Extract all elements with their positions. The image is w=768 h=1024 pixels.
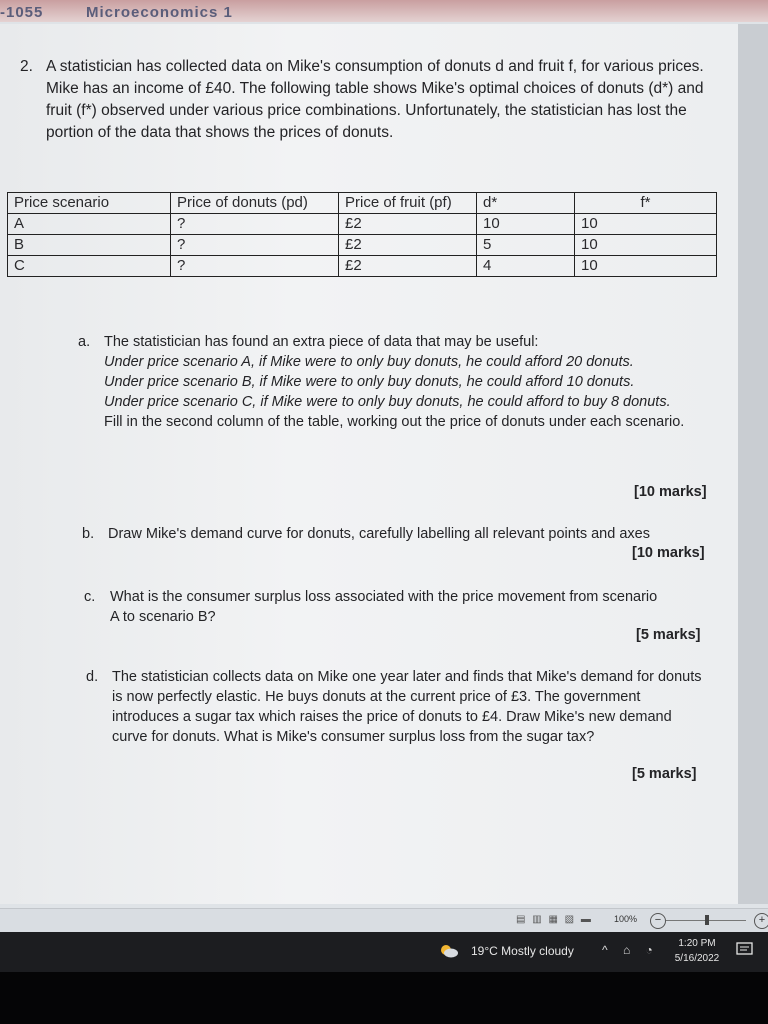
part-d-marks: [5 marks] xyxy=(632,766,697,782)
table-cell: A xyxy=(8,214,171,235)
part-c-text: What is the consumer surplus loss associated with the price movement from scenario A to scenario B? xyxy=(110,589,658,625)
document-page xyxy=(0,24,738,904)
table-row xyxy=(8,235,717,256)
table-cell: £2 xyxy=(339,235,477,256)
view-mode-icons[interactable]: ▤ ▥ ▦ ▧ ▬ xyxy=(516,914,593,925)
zoom-slider-thumb[interactable] xyxy=(705,915,709,925)
table-row xyxy=(8,214,717,235)
table-header: f* xyxy=(575,193,717,214)
table-header: Price scenario xyxy=(8,193,171,214)
course-code: -1055 xyxy=(0,4,44,21)
price-table xyxy=(7,192,717,277)
course-title: Microeconomics 1 xyxy=(86,4,233,21)
part-a-task: Fill in the second column of the table, working out the price of donuts under each scenario. xyxy=(104,414,685,430)
table-row xyxy=(8,256,717,277)
table-header-row xyxy=(8,193,717,214)
part-a xyxy=(78,332,718,432)
table-cell: 10 xyxy=(477,214,575,235)
table-cell: ? xyxy=(171,235,339,256)
clock-date: 5/16/2022 xyxy=(674,953,720,964)
part-letter: d. xyxy=(86,669,99,685)
laptop-bezel xyxy=(0,972,768,1024)
table-cell: 10 xyxy=(575,235,717,256)
word-status-bar xyxy=(0,908,768,933)
table-cell: £2 xyxy=(339,256,477,277)
table-cell: 4 xyxy=(477,256,575,277)
table-header: Price of donuts (pd) xyxy=(171,193,339,214)
part-a-marks: [10 marks] xyxy=(634,484,707,500)
table-cell: B xyxy=(8,235,171,256)
part-a-scenario: Under price scenario A, if Mike were to only buy donuts, he could afford 20 donuts. xyxy=(104,354,634,370)
table-header: d* xyxy=(477,193,575,214)
page-edge xyxy=(738,24,768,904)
cloud-sun-icon xyxy=(440,944,458,958)
question-intro xyxy=(20,56,710,144)
taskbar-clock[interactable] xyxy=(668,936,726,966)
part-a-scenario: Under price scenario B, if Mike were to only buy donuts, he could afford 10 donuts. xyxy=(104,374,635,390)
zoom-level: 100% xyxy=(614,914,638,924)
table-cell: 5 xyxy=(477,235,575,256)
part-c xyxy=(84,587,664,627)
table-cell: C xyxy=(8,256,171,277)
table-cell: 10 xyxy=(575,214,717,235)
part-b-text: Draw Mike's demand curve for donuts, carefully labelling all relevant points and axes xyxy=(108,526,650,542)
table-cell: ? xyxy=(171,214,339,235)
part-letter: a. xyxy=(78,334,91,350)
question-number: 2. xyxy=(20,58,33,75)
notification-icon[interactable] xyxy=(736,942,754,958)
part-a-lead: The statistician has found an extra piece of data that may be useful: xyxy=(104,334,539,350)
part-c-marks: [5 marks] xyxy=(636,627,701,643)
table-header: Price of fruit (pf) xyxy=(339,193,477,214)
windows-taskbar xyxy=(0,932,768,972)
part-letter: c. xyxy=(84,589,96,605)
zoom-out-button[interactable]: − xyxy=(650,913,666,929)
part-a-scenario: Under price scenario C, if Mike were to only buy donuts, he could afford to buy 8 donuts. xyxy=(104,394,671,410)
part-letter: b. xyxy=(82,526,95,542)
table-cell: ? xyxy=(171,256,339,277)
weather-widget[interactable]: 19°C Mostly cloudy xyxy=(471,944,574,958)
document-header xyxy=(0,4,768,24)
zoom-in-button[interactable]: + xyxy=(754,913,768,929)
clock-time: 1:20 PM xyxy=(678,938,716,949)
question-text: A statistician has collected data on Mike's consumption of donuts d and fruit f, for various prices. Mike has an income of £40. The following table shows Mike's optimal choices of donuts (d*) and fruit (f*) observed under various price combinations. Unfortunately, the statistician has lost the portion of the data that shows the prices of donuts. xyxy=(46,58,704,141)
part-d-text: The statistician collects data on Mike one year later and finds that Mike's demand for donuts is now perfectly elastic. He buys donuts at the current price of £3. The government introduces a sugar tax which raises the price of donuts to £4. Draw Mike's new demand curve for donuts. What is Mike's consumer surplus loss from the sugar tax? xyxy=(112,669,702,745)
table-cell: £2 xyxy=(339,214,477,235)
system-tray-icons[interactable]: ^ ⌂ ◔ xyxy=(602,943,659,957)
part-d xyxy=(86,667,711,747)
table-cell: 10 xyxy=(575,256,717,277)
part-b-marks: [10 marks] xyxy=(632,545,705,561)
part-b xyxy=(82,524,722,544)
